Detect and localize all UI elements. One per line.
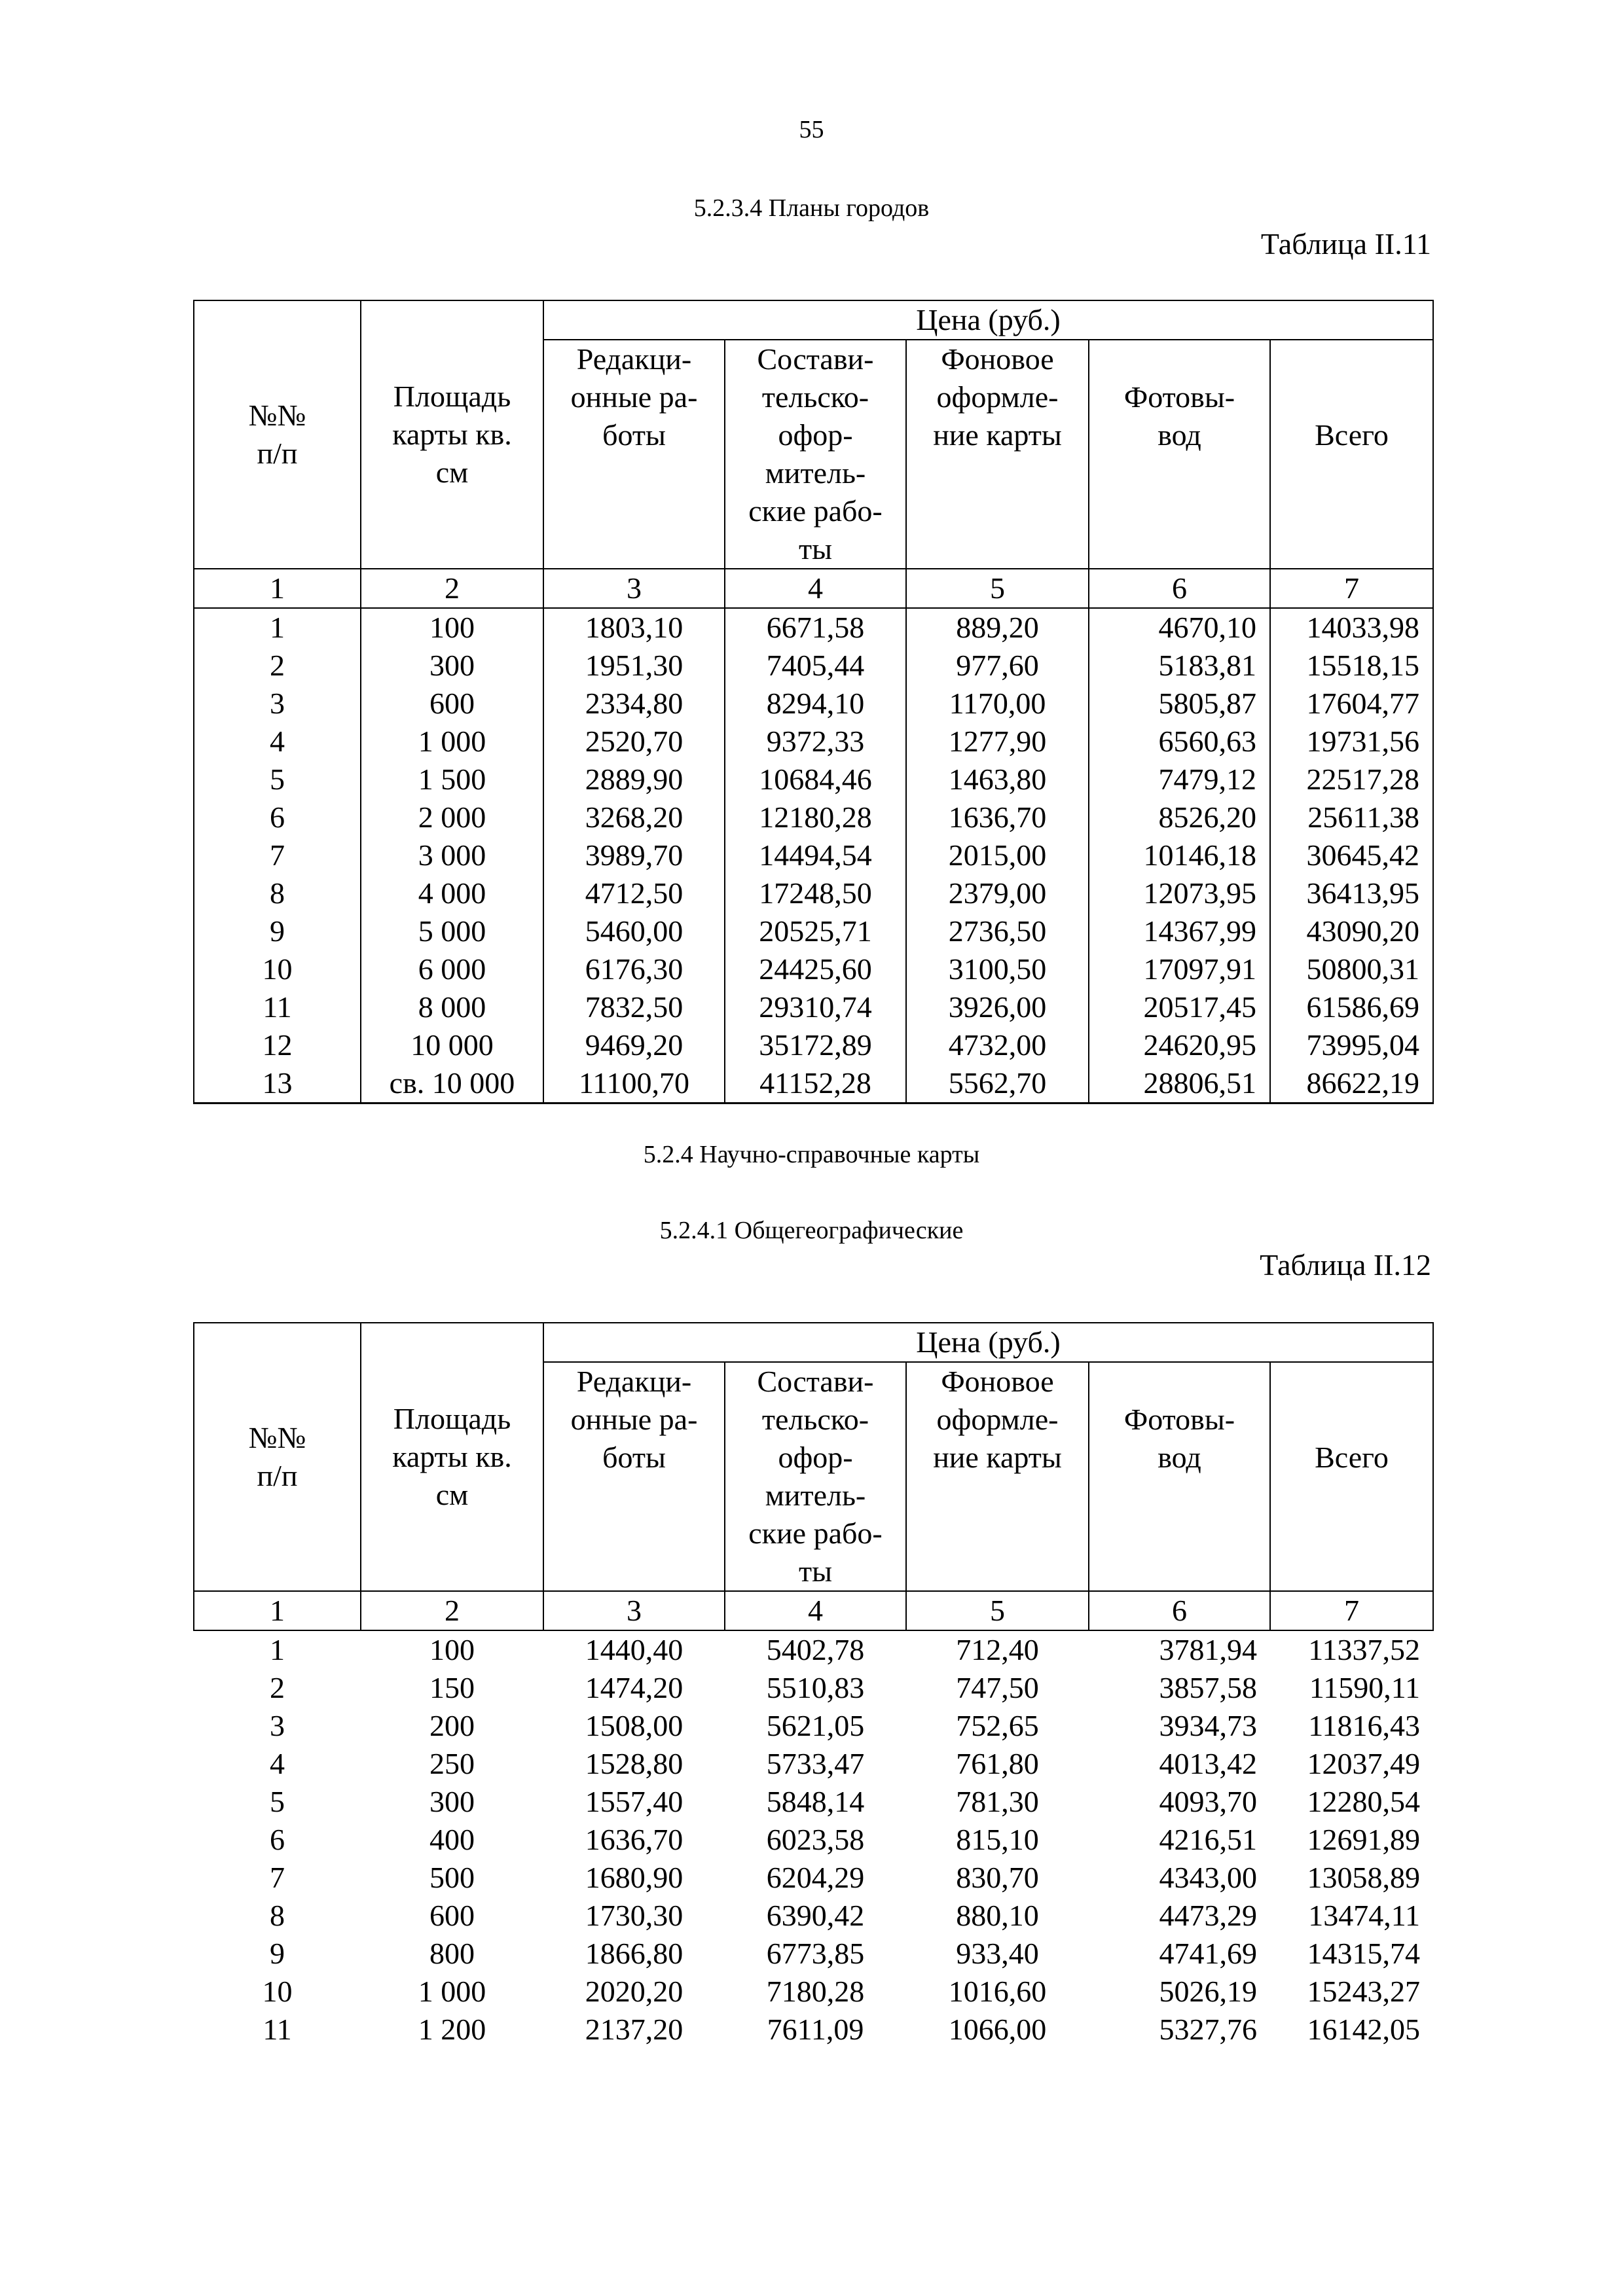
table-row	[194, 912, 1433, 950]
cell-background-price: 1636,70	[906, 798, 1089, 836]
cell-photo-price: 5805,87	[1089, 685, 1270, 723]
cell-row-number: 11	[194, 988, 361, 1026]
header-background-design: Фоновое оформле- ние карты	[906, 340, 1089, 569]
cell-total-price: 17604,77	[1270, 685, 1433, 723]
cell-compiling-price: 35172,89	[725, 1026, 906, 1064]
cell-total-price: 86622,19	[1270, 1064, 1433, 1103]
cell-photo-price: 4473,29	[1159, 1899, 1257, 1932]
cell-photo-price: 5026,19	[1159, 1975, 1257, 2008]
cell-photo-price: 7479,12	[1089, 761, 1270, 798]
table-row	[194, 761, 1433, 798]
cell-row-number: 8	[270, 1899, 285, 1932]
cell-map-area: 250	[429, 1747, 475, 1780]
cell-compiling-price: 8294,10	[725, 685, 906, 723]
table-row	[194, 685, 1433, 723]
cell-row-number: 2	[270, 1671, 285, 1704]
cell-editorial-price: 1528,80	[585, 1747, 684, 1780]
cell-compiling-price: 5621,05	[766, 1709, 865, 1742]
page-number: 55	[799, 116, 824, 143]
cell-compiling-price: 41152,28	[725, 1064, 906, 1103]
table-row	[194, 798, 1433, 836]
column-number: 2	[361, 1591, 543, 1630]
cell-editorial-price: 1866,80	[585, 1937, 684, 1970]
cell-map-area: 600	[361, 685, 543, 723]
cell-photo-price: 3857,58	[1159, 1671, 1257, 1704]
cell-total-price: 50800,31	[1270, 950, 1433, 988]
column-number: 6	[1089, 1591, 1270, 1630]
cell-map-area: 150	[429, 1671, 475, 1704]
cell-editorial-price: 1951,30	[543, 647, 725, 685]
cell-total-price: 43090,20	[1270, 912, 1433, 950]
cell-background-price: 1277,90	[906, 723, 1089, 761]
cell-editorial-price: 1803,10	[543, 608, 725, 647]
cell-total-price: 13058,89	[1307, 1861, 1420, 1894]
cell-total-price: 73995,04	[1270, 1026, 1433, 1064]
cell-editorial-price: 9469,20	[543, 1026, 725, 1064]
table-row	[194, 1745, 1433, 1783]
cell-editorial-price: 1557,40	[585, 1785, 684, 1818]
cell-background-price: 830,70	[956, 1861, 1039, 1894]
header-price-group: Цена (руб.)	[543, 1323, 1433, 1362]
cell-map-area: 300	[361, 647, 543, 685]
cell-map-area: 400	[429, 1823, 475, 1856]
cell-editorial-price: 1636,70	[585, 1823, 684, 1856]
cell-photo-price: 4216,51	[1159, 1823, 1257, 1856]
cell-compiling-price: 6204,29	[766, 1861, 865, 1894]
cell-total-price: 19731,56	[1270, 723, 1433, 761]
cell-map-area: 100	[429, 1633, 475, 1666]
cell-row-number: 5	[270, 1785, 285, 1818]
table-row	[194, 1630, 1433, 1669]
cell-total-price: 30645,42	[1270, 836, 1433, 874]
table-row	[194, 1783, 1433, 1821]
cell-compiling-price: 6390,42	[766, 1899, 865, 1932]
cell-photo-price: 17097,91	[1089, 950, 1270, 988]
cell-compiling-price: 9372,33	[725, 723, 906, 761]
cell-map-area: 100	[361, 608, 543, 647]
header-editorial-work: Редакци- онные ра- боты	[543, 1362, 725, 1591]
cell-compiling-price: 7180,28	[766, 1975, 865, 2008]
cell-background-price: 752,65	[956, 1709, 1039, 1742]
cell-map-area: 4 000	[361, 874, 543, 912]
cell-compiling-price: 14494,54	[725, 836, 906, 874]
cell-editorial-price: 4712,50	[543, 874, 725, 912]
column-number: 4	[725, 1591, 906, 1630]
column-number: 5	[906, 569, 1089, 608]
cell-map-area: св. 10 000	[361, 1064, 543, 1103]
cell-photo-price: 24620,95	[1089, 1026, 1270, 1064]
column-number: 6	[1089, 569, 1270, 608]
cell-map-area: 800	[429, 1937, 475, 1970]
table-row	[194, 874, 1433, 912]
table-row	[194, 1859, 1433, 1897]
header-photo-output: Фотовы- вод	[1089, 1362, 1270, 1591]
cell-editorial-price: 11100,70	[543, 1064, 725, 1103]
cell-total-price: 11337,52	[1308, 1633, 1420, 1666]
cell-compiling-price: 7611,09	[767, 2013, 864, 2046]
table-caption-ii-12: Таблица II.12	[1260, 1248, 1431, 1282]
cell-photo-price: 4741,69	[1159, 1937, 1257, 1970]
cell-editorial-price: 7832,50	[543, 988, 725, 1026]
cell-row-number: 1	[270, 1633, 285, 1666]
cell-background-price: 933,40	[956, 1937, 1039, 1970]
cell-total-price: 11816,43	[1308, 1709, 1420, 1742]
cell-editorial-price: 2520,70	[543, 723, 725, 761]
cell-map-area: 6 000	[361, 950, 543, 988]
header-row-number: №№ п/п	[194, 300, 361, 569]
cell-compiling-price: 6023,58	[766, 1823, 865, 1856]
cell-compiling-price: 6671,58	[725, 608, 906, 647]
price-table-city-plans	[193, 300, 1434, 1104]
table-row	[194, 1064, 1433, 1103]
section-heading-general-geographic: 5.2.4.1 Общегеографические	[659, 1217, 964, 1244]
cell-row-number: 2	[194, 647, 361, 685]
column-number: 1	[194, 1591, 361, 1630]
header-background-design: Фоновое оформле- ние карты	[906, 1362, 1089, 1591]
cell-total-price: 15243,27	[1307, 1975, 1420, 2008]
cell-photo-price: 8526,20	[1089, 798, 1270, 836]
cell-background-price: 5562,70	[906, 1064, 1089, 1103]
cell-editorial-price: 1730,30	[585, 1899, 684, 1932]
cell-background-price: 781,30	[956, 1785, 1039, 1818]
cell-photo-price: 10146,18	[1089, 836, 1270, 874]
column-number: 3	[543, 569, 725, 608]
cell-map-area: 8 000	[361, 988, 543, 1026]
cell-compiling-price: 6773,85	[766, 1937, 865, 1970]
cell-compiling-price: 5733,47	[766, 1747, 865, 1780]
cell-background-price: 3926,00	[906, 988, 1089, 1026]
cell-total-price: 25611,38	[1270, 798, 1433, 836]
cell-editorial-price: 2020,20	[585, 1975, 684, 2008]
cell-editorial-price: 2334,80	[543, 685, 725, 723]
cell-photo-price: 20517,45	[1089, 988, 1270, 1026]
cell-background-price: 1463,80	[906, 761, 1089, 798]
cell-photo-price: 4013,42	[1159, 1747, 1257, 1780]
cell-total-price: 13474,11	[1308, 1899, 1420, 1932]
cell-map-area: 1 000	[418, 1975, 486, 2008]
cell-background-price: 712,40	[956, 1633, 1039, 1666]
cell-row-number: 13	[194, 1064, 361, 1103]
cell-compiling-price: 20525,71	[725, 912, 906, 950]
cell-total-price: 12691,89	[1307, 1823, 1420, 1856]
table-row	[194, 1973, 1433, 2011]
header-row-number: №№ п/п	[194, 1323, 361, 1591]
cell-map-area: 200	[429, 1709, 475, 1742]
cell-compiling-price: 24425,60	[725, 950, 906, 988]
header-total: Всего	[1270, 340, 1433, 569]
cell-photo-price: 28806,51	[1089, 1064, 1270, 1103]
cell-compiling-price: 5510,83	[766, 1671, 865, 1704]
cell-photo-price: 3781,94	[1159, 1633, 1257, 1666]
cell-row-number: 3	[194, 685, 361, 723]
table-row	[194, 1026, 1433, 1064]
cell-background-price: 747,50	[956, 1671, 1039, 1704]
cell-editorial-price: 3989,70	[543, 836, 725, 874]
cell-map-area: 1 000	[361, 723, 543, 761]
cell-photo-price: 6560,63	[1089, 723, 1270, 761]
cell-photo-price: 5327,76	[1159, 2013, 1257, 2046]
cell-editorial-price: 1474,20	[585, 1671, 684, 1704]
cell-background-price: 889,20	[906, 608, 1089, 647]
cell-background-price: 761,80	[956, 1747, 1039, 1780]
column-number: 7	[1270, 1591, 1433, 1630]
cell-editorial-price: 2889,90	[543, 761, 725, 798]
section-heading-city-plans: 5.2.3.4 Планы городов	[693, 194, 930, 222]
cell-background-price: 4732,00	[906, 1026, 1089, 1064]
cell-row-number: 5	[194, 761, 361, 798]
cell-editorial-price: 5460,00	[543, 912, 725, 950]
table-row	[194, 836, 1433, 874]
table-caption-ii-11: Таблица II.11	[1260, 227, 1431, 260]
cell-total-price: 15518,15	[1270, 647, 1433, 685]
cell-background-price: 3100,50	[906, 950, 1089, 988]
price-table-general-geographic	[193, 1322, 1434, 2049]
table-row	[194, 1821, 1433, 1859]
cell-photo-price: 4343,00	[1159, 1861, 1257, 1894]
header-total: Всего	[1270, 1362, 1433, 1591]
column-number: 5	[906, 1591, 1089, 1630]
column-number: 2	[361, 569, 543, 608]
cell-photo-price: 14367,99	[1089, 912, 1270, 950]
cell-compiling-price: 10684,46	[725, 761, 906, 798]
cell-row-number: 10	[194, 950, 361, 988]
cell-total-price: 12280,54	[1307, 1785, 1420, 1818]
cell-editorial-price: 1508,00	[585, 1709, 684, 1742]
cell-map-area: 10 000	[361, 1026, 543, 1064]
cell-row-number: 11	[263, 2013, 292, 2046]
cell-background-price: 2379,00	[906, 874, 1089, 912]
cell-background-price: 815,10	[956, 1823, 1039, 1856]
cell-map-area: 1 500	[361, 761, 543, 798]
cell-compiling-price: 7405,44	[725, 647, 906, 685]
cell-map-area: 5 000	[361, 912, 543, 950]
column-number: 1	[194, 569, 361, 608]
cell-row-number: 9	[194, 912, 361, 950]
table-row	[194, 647, 1433, 685]
cell-map-area: 3 000	[361, 836, 543, 874]
cell-total-price: 14033,98	[1270, 608, 1433, 647]
table-row	[194, 2011, 1433, 2049]
column-number: 3	[543, 1591, 725, 1630]
header-editorial-work: Редакци- онные ра- боты	[543, 340, 725, 569]
table-row	[194, 723, 1433, 761]
cell-background-price: 880,10	[956, 1899, 1039, 1932]
cell-row-number: 7	[194, 836, 361, 874]
cell-row-number: 6	[194, 798, 361, 836]
table-row	[194, 950, 1433, 988]
cell-editorial-price: 1440,40	[585, 1633, 684, 1666]
cell-total-price: 36413,95	[1270, 874, 1433, 912]
cell-photo-price: 12073,95	[1089, 874, 1270, 912]
cell-total-price: 14315,74	[1307, 1937, 1420, 1970]
cell-photo-price: 4670,10	[1089, 608, 1270, 647]
cell-photo-price: 5183,81	[1089, 647, 1270, 685]
cell-background-price: 1170,00	[906, 685, 1089, 723]
header-compiling-work: Состави- тельско- офор- митель- ские рабо- ты	[725, 340, 906, 569]
cell-row-number: 7	[270, 1861, 285, 1894]
table-row	[194, 1897, 1433, 1935]
table-row	[194, 608, 1433, 647]
cell-compiling-price: 12180,28	[725, 798, 906, 836]
cell-photo-price: 3934,73	[1159, 1709, 1257, 1742]
cell-compiling-price: 17248,50	[725, 874, 906, 912]
cell-map-area: 600	[429, 1899, 475, 1932]
cell-editorial-price: 6176,30	[543, 950, 725, 988]
cell-map-area: 500	[429, 1861, 475, 1894]
cell-row-number: 10	[262, 1975, 293, 2008]
cell-total-price: 22517,28	[1270, 761, 1433, 798]
header-price-group: Цена (руб.)	[543, 300, 1433, 340]
header-compiling-work: Состави- тельско- офор- митель- ские рабо- ты	[725, 1362, 906, 1591]
cell-total-price: 11590,11	[1309, 1671, 1420, 1704]
cell-total-price: 16142,05	[1307, 2013, 1420, 2046]
cell-row-number: 4	[194, 723, 361, 761]
cell-row-number: 12	[194, 1026, 361, 1064]
cell-background-price: 977,60	[906, 647, 1089, 685]
cell-compiling-price: 5402,78	[766, 1633, 865, 1666]
cell-map-area: 2 000	[361, 798, 543, 836]
section-heading-reference-maps: 5.2.4 Научно-справочные карты	[643, 1141, 980, 1168]
cell-row-number: 8	[194, 874, 361, 912]
cell-background-price: 1066,00	[948, 2013, 1047, 2046]
cell-total-price: 61586,69	[1270, 988, 1433, 1026]
cell-compiling-price: 5848,14	[766, 1785, 865, 1818]
column-number: 7	[1270, 569, 1433, 608]
table-row	[194, 1707, 1433, 1745]
cell-editorial-price: 2137,20	[585, 2013, 684, 2046]
cell-editorial-price: 3268,20	[543, 798, 725, 836]
cell-row-number: 6	[270, 1823, 285, 1856]
header-map-area: Площадь карты кв. см	[361, 1323, 543, 1591]
table-row	[194, 988, 1433, 1026]
cell-compiling-price: 29310,74	[725, 988, 906, 1026]
cell-photo-price: 4093,70	[1159, 1785, 1257, 1818]
cell-map-area: 1 200	[418, 2013, 486, 2046]
cell-row-number: 3	[270, 1709, 285, 1742]
cell-row-number: 1	[194, 608, 361, 647]
cell-map-area: 300	[429, 1785, 475, 1818]
cell-background-price: 2736,50	[906, 912, 1089, 950]
table-row	[194, 1669, 1433, 1707]
cell-row-number: 9	[270, 1937, 285, 1970]
header-map-area: Площадь карты кв. см	[361, 300, 543, 569]
cell-background-price: 2015,00	[906, 836, 1089, 874]
cell-row-number: 4	[270, 1747, 285, 1780]
column-number: 4	[725, 569, 906, 608]
cell-editorial-price: 1680,90	[585, 1861, 684, 1894]
cell-background-price: 1016,60	[948, 1975, 1047, 2008]
header-photo-output: Фотовы- вод	[1089, 340, 1270, 569]
table-row	[194, 1935, 1433, 1973]
cell-total-price: 12037,49	[1307, 1747, 1420, 1780]
